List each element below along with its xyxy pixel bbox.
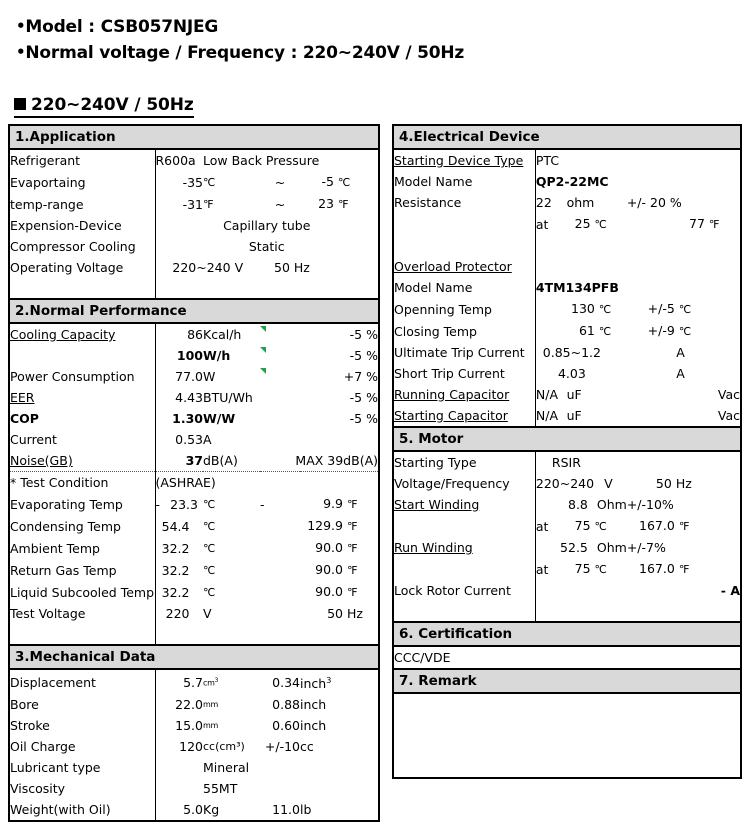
label-oil-charge: Oil Charge <box>10 736 155 757</box>
value-stroke-mm: 15.0 <box>175 718 203 734</box>
unit-evap-min-c: ℃ <box>203 175 216 189</box>
value-liquid-subcooled-temp-f: 90.0 ℉ <box>315 584 358 599</box>
value-expansion-device: Capillary tube <box>223 218 311 233</box>
unit-current: A <box>203 432 212 447</box>
value-resistance-temp-f: 77 ℉ <box>689 216 720 231</box>
label-viscosity: Viscosity <box>10 778 155 799</box>
tolerance-cop: -5 % <box>349 411 378 426</box>
unit-short-trip-current: A <box>676 366 685 381</box>
unit-bore-mm: mm <box>203 700 218 710</box>
section-header-application <box>10 126 378 149</box>
value-starting-capacitor: N/A <box>535 408 559 423</box>
value-overload-model-name: 4TM134PFB <box>535 280 619 295</box>
section-header-motor <box>394 427 740 451</box>
value-lubricant-type: Mineral <box>203 760 250 776</box>
right-panel <box>392 124 742 779</box>
label-cooling-capacity: Cooling Capacity <box>10 323 155 345</box>
value-run-winding-temp-f: 167.0 ℉ <box>639 561 690 576</box>
page-title <box>14 95 194 118</box>
blank-row <box>394 235 740 256</box>
value-start-winding-temp-c: 75 ℃ <box>574 518 607 533</box>
label-starting-capacitor: Starting Capacitor <box>394 405 535 427</box>
section-title-motor: 5. Motor <box>394 427 740 451</box>
value-run-winding: 52.5 Ohm <box>560 540 627 555</box>
unit-return-gas-temp-c: ℃ <box>203 563 216 577</box>
header-line-model <box>16 14 464 40</box>
unit-eer: BTU/Wh <box>203 390 253 405</box>
tolerance-run-winding: +/-7% <box>626 540 666 555</box>
value-return-gas-temp-f: 90.0 ℉ <box>315 562 358 577</box>
unit-cooling-capacity-w: W/h <box>203 348 231 363</box>
left-tables <box>10 126 378 820</box>
label-test-condition: * Test Condition <box>10 472 155 494</box>
value-lock-rotor-current: - A <box>720 583 740 598</box>
label-power-consumption: Power Consumption <box>10 366 155 387</box>
value-eer: 4.43 <box>175 390 203 405</box>
comment-marker-icon <box>260 326 266 332</box>
section-header-performance <box>10 299 378 323</box>
section-title-electrical: 4.Electrical Device <box>394 126 740 149</box>
voltage-label: Normal voltage / Frequency : <box>25 43 298 63</box>
header-line-voltage <box>16 40 464 66</box>
label-short-trip-current: Short Trip Current <box>394 363 535 384</box>
row-evaporating-range-c <box>10 171 378 193</box>
unit-bore-inch: inch <box>300 697 327 713</box>
section-header-mechanical <box>10 645 378 669</box>
row-openning-temp <box>394 298 740 320</box>
row-eer <box>10 387 378 408</box>
unit-displacement-cm3: $cm^3$ <box>203 677 219 688</box>
bullet-glyph: • <box>16 17 26 35</box>
spacer-row <box>10 278 378 299</box>
row-operating-voltage <box>10 257 378 278</box>
label-ambient-temp: Ambient Temp <box>10 537 155 559</box>
value-refrigerant-type: R600a <box>155 153 196 168</box>
value-oil-charge: 120 <box>179 739 203 755</box>
square-bullet-icon <box>14 98 26 110</box>
label-starting-device-type: Starting Device Type <box>394 149 535 171</box>
unit-noise: dB(A) <box>203 450 260 472</box>
value-noise-max: MAX 39dB(A) <box>260 450 378 472</box>
label-evaporating-temp-range: Evaportaing <box>10 171 155 193</box>
row-ultimate-trip-current <box>394 342 740 363</box>
row-start-winding <box>394 494 740 515</box>
model-value: CSB057NJEG <box>100 17 219 37</box>
row-starting-device-type <box>394 149 740 171</box>
spacer-row <box>10 624 378 645</box>
value-power-consumption: 77.0 <box>175 369 203 384</box>
comment-marker-icon <box>260 347 266 353</box>
value-short-trip-current: 4.03 <box>557 366 586 381</box>
value-motor-voltage: 220~240 V <box>535 476 613 491</box>
row-start-model-name <box>394 171 740 192</box>
model-label: Model : <box>25 17 95 37</box>
row-cop <box>10 408 378 429</box>
sign-liquid-subcooled-temp-f <box>260 581 300 603</box>
tolerance-current <box>300 429 378 450</box>
sign-condensing-temp-f <box>260 515 300 537</box>
sign-evaporating-temp-c: - <box>155 496 161 512</box>
value-resistance: 22 <box>535 195 552 210</box>
value-start-winding-temp-f: 167.0 ℉ <box>639 518 690 533</box>
section-title-remark: 7. Remark <box>394 669 740 693</box>
unit-test-voltage: V <box>203 606 212 621</box>
label-expansion-device: Expension-Device <box>10 215 155 236</box>
label-weight: Weight(with Oil) <box>10 799 155 820</box>
value-compressor-cooling: Static <box>248 239 285 254</box>
label-noise: Noise(GB) <box>10 450 155 472</box>
unit-ambient-temp-c: ℃ <box>203 541 216 555</box>
tolerance-resistance: +/- 20 % <box>626 195 682 210</box>
section-title-application: 1.Application <box>10 126 378 149</box>
label-displacement: Displacement <box>10 669 155 694</box>
value-viscosity: 55MT <box>203 781 238 797</box>
label-lock-rotor-current: Lock Rotor Current <box>394 580 535 601</box>
value-oil-charge-tolerance: +/-10 <box>264 739 300 755</box>
value-ultimate-trip-current: 0.85~1.2 <box>542 345 601 360</box>
unit-stroke-mm: mm <box>203 721 218 731</box>
value-evap-min-c: -35 <box>182 174 203 190</box>
label-bore: Bore <box>10 694 155 715</box>
unit-power-consumption: W <box>203 369 216 384</box>
row-stroke <box>10 715 378 736</box>
label-start-model-name: Model Name <box>394 171 535 192</box>
row-cooling-capacity-kcal <box>10 323 378 345</box>
value-evap-min-f: -31 <box>182 196 203 212</box>
value-current: 0.53 <box>175 432 203 447</box>
right-tables <box>394 126 740 777</box>
row-current <box>10 429 378 450</box>
unit-cooling-capacity-kcal: Kcal/h <box>203 327 242 342</box>
value-return-gas-temp-c: 32.2 <box>161 562 190 578</box>
row-resistance-temp <box>394 213 740 235</box>
label-start-winding: Start Winding <box>394 494 535 515</box>
value-start-model-name: QP2-22MC <box>535 174 609 189</box>
unit-evaporating-temp-c: ℃ <box>203 497 216 511</box>
value-run-winding-temp-c: 75 ℃ <box>574 561 607 576</box>
value-starting-device-type: PTC <box>535 153 560 168</box>
label-running-capacitor: Running Capacitor <box>394 384 535 405</box>
section-title-mechanical: 3.Mechanical Data <box>10 645 378 669</box>
row-test-voltage <box>10 603 378 624</box>
note-marker-cell <box>260 345 300 366</box>
label-openning-temp: Openning Temp <box>394 298 535 320</box>
value-displacement-inch3: 0.34 <box>272 674 300 690</box>
document-header <box>16 14 464 66</box>
sign-return-gas-temp-f <box>260 559 300 581</box>
section-header-remark <box>394 669 740 693</box>
row-return-gas-temp <box>10 559 378 581</box>
unit-stroke-inch: inch <box>300 718 327 734</box>
label-cop: COP <box>10 408 155 429</box>
unit-condensing-temp-c: ℃ <box>203 519 216 533</box>
row-cooling-capacity-w <box>10 345 378 366</box>
row-condensing-temp <box>10 515 378 537</box>
row-starting-type <box>394 451 740 473</box>
label-starting-type: Starting Type <box>394 451 535 473</box>
row-run-winding <box>394 537 740 558</box>
label-start-winding-at: at <box>535 518 549 534</box>
label-current: Current <box>10 429 155 450</box>
label-compressor-cooling: Compressor Cooling <box>10 236 155 257</box>
left-panel <box>8 124 380 822</box>
row-oil-charge <box>10 736 378 757</box>
row-expansion-device <box>10 215 378 236</box>
label-refrigerant: Refrigerant <box>10 149 155 171</box>
value-operating-voltage: 220~240 V <box>172 260 244 275</box>
unit-oil-charge: cc(cm³) <box>203 740 245 754</box>
unit-evap-min-f: ℉ <box>203 197 214 211</box>
unit-liquid-subcooled-temp-c: ℃ <box>203 585 216 599</box>
note-marker-cell <box>260 366 300 387</box>
row-weight <box>10 799 378 820</box>
value-certification: CCC/VDE <box>394 650 451 665</box>
section-header-electrical <box>394 126 740 149</box>
row-remark-value <box>394 693 740 777</box>
unit-displacement-inch3: inch$^3$ <box>300 676 332 692</box>
value-closing-temp: 61 ℃ <box>578 323 612 338</box>
row-short-trip-current <box>394 363 740 384</box>
row-running-capacitor <box>394 384 740 405</box>
value-refrigerant-pressure: Low Back Pressure <box>203 153 320 168</box>
tolerance-start-winding: +/-10% <box>626 497 674 512</box>
value-evaporating-temp-f: 9.9 ℉ <box>323 496 358 511</box>
row-power-consumption <box>10 366 378 387</box>
label-operating-voltage: Operating Voltage <box>10 257 155 278</box>
label-evaporating-temp: Evaporating Temp <box>10 493 155 515</box>
unit-oil-charge-tolerance: cc <box>300 739 314 755</box>
row-run-winding-temp <box>394 558 740 580</box>
label-closing-temp: Closing Temp <box>394 320 535 342</box>
row-starting-capacitor <box>394 405 740 427</box>
row-resistance <box>394 192 740 213</box>
row-overload-protector <box>394 256 740 277</box>
label-resistance: Resistance <box>394 192 535 213</box>
value-operating-frequency: 50 Hz <box>274 260 310 275</box>
value-cop: 1.30 <box>172 411 203 426</box>
unit-ultimate-trip-current: A <box>676 345 685 360</box>
unit-resistance: ohm <box>566 195 595 210</box>
section-title-certification: 6. Certification <box>394 622 740 646</box>
value-ambient-temp-f: 90.0 ℉ <box>315 540 358 555</box>
row-voltage-frequency <box>394 473 740 494</box>
row-certification-value <box>394 646 740 669</box>
value-bore-inch: 0.88 <box>272 697 300 713</box>
row-lubricant-type <box>10 757 378 778</box>
value-weight-lb: 11.0 <box>272 802 300 818</box>
value-lubricant-blank <box>155 757 203 778</box>
spacer-row <box>394 601 740 622</box>
value-condensing-temp-c: 54.4 <box>161 518 190 534</box>
row-viscosity <box>10 778 378 799</box>
row-compressor-cooling <box>10 236 378 257</box>
label-condensing-temp: Condensing Temp <box>10 515 155 537</box>
value-evap-max-c: -5 ℃ <box>321 174 351 189</box>
unit-weight-lb: lb <box>300 802 312 818</box>
unit-running-capacitor: uF <box>566 387 582 402</box>
value-displacement-cm3: 5.7 <box>183 674 203 690</box>
row-evaporating-range-f <box>10 193 378 215</box>
sign-ambient-temp-f <box>260 537 300 559</box>
tolerance-eer: -5 % <box>349 390 378 405</box>
tolerance-cooling-capacity-kcal: -5 % <box>349 327 378 342</box>
row-evaporating-temp <box>10 493 378 515</box>
label-run-winding: Run Winding <box>394 537 535 558</box>
value-start-winding: 8.8 Ohm <box>568 497 627 512</box>
row-bore <box>10 694 378 715</box>
value-bore-mm: 22.0 <box>175 697 203 713</box>
label-test-voltage: Test Voltage <box>10 603 155 624</box>
label-voltage-frequency: Voltage/Frequency <box>394 473 535 494</box>
row-liquid-subcooled-temp <box>10 581 378 603</box>
tolerance-cooling-capacity-w: -5 % <box>349 348 378 363</box>
value-starting-type: RSIR <box>551 455 581 470</box>
value-condensing-temp-f: 129.9 ℉ <box>307 518 358 533</box>
voltage-value: 220~240V / 50Hz <box>302 43 465 63</box>
comment-marker-icon <box>260 368 266 374</box>
section-title-performance: 2.Normal Performance <box>10 299 378 323</box>
tilde-separator: ~ <box>274 174 286 190</box>
unit-cop: W/W <box>203 411 236 426</box>
row-test-condition <box>10 472 378 494</box>
row-noise <box>10 450 378 472</box>
value-ambient-temp-c: 32.2 <box>161 540 190 556</box>
value-noise: 37 <box>155 450 203 472</box>
value-motor-frequency: 50 Hz <box>655 476 692 491</box>
voltage-running-capacitor: Vac <box>717 387 740 402</box>
page-title-text: 220~240V / 50Hz <box>31 95 194 115</box>
value-openning-temp: 130 ℃ <box>571 301 612 316</box>
value-weight-kg: 5.0 <box>183 802 203 818</box>
value-cooling-capacity-kcal: 86 <box>187 327 203 342</box>
value-running-capacitor: N/A <box>535 387 559 402</box>
value-remark <box>394 693 740 777</box>
tilde-separator: ~ <box>274 196 286 212</box>
label-overload-model-name: Model Name <box>394 277 535 298</box>
value-resistance-temp-c: 25 ℃ <box>574 216 607 231</box>
section-header-certification <box>394 622 740 646</box>
value-test-condition: (ASHRAE) <box>155 475 216 490</box>
row-overload-model-name <box>394 277 740 298</box>
label-ultimate-trip-current: Ultimate Trip Current <box>394 342 535 363</box>
label-stroke: Stroke <box>10 715 155 736</box>
label-cooling-capacity-w <box>10 345 155 366</box>
label-lubricant-type: Lubricant type <box>10 757 155 778</box>
value-evap-max-f: 23 ℉ <box>318 196 349 211</box>
row-ambient-temp <box>10 537 378 559</box>
label-run-winding-at: at <box>535 561 549 577</box>
note-marker-cell <box>260 323 300 345</box>
value-cooling-capacity-w: 100 <box>176 348 203 363</box>
value-stroke-inch: 0.60 <box>272 718 300 734</box>
label-eer: EER <box>10 387 155 408</box>
value-liquid-subcooled-temp-c: 32.2 <box>161 584 190 600</box>
row-lock-rotor-current <box>394 580 740 601</box>
label-overload-protector: Overload Protector <box>394 256 535 277</box>
tolerance-openning-temp: +/-5 ℃ <box>647 301 692 316</box>
value-viscosity-blank <box>155 778 203 799</box>
value-test-voltage: 220 <box>165 606 190 621</box>
value-test-frequency: 50 Hz <box>327 606 363 621</box>
row-refrigerant <box>10 149 378 171</box>
unit-weight-kg: Kg <box>203 802 220 818</box>
row-displacement <box>10 669 378 694</box>
label-return-gas-temp: Return Gas Temp <box>10 559 155 581</box>
voltage-starting-capacitor: Vac <box>717 408 740 423</box>
sign-evaporating-temp-f: - <box>260 496 265 512</box>
label-resistance-at: at <box>535 216 549 232</box>
row-start-winding-temp <box>394 515 740 537</box>
label-temp-range: temp-range <box>10 193 155 215</box>
value-evaporating-temp-c: - 23.3 <box>155 496 198 512</box>
tolerance-closing-temp: +/-9 ℃ <box>647 323 692 338</box>
tolerance-power-consumption: +7 % <box>343 369 378 384</box>
label-liquid-subcooled-temp: Liquid Subcooled Temp <box>10 581 155 603</box>
bullet-glyph: • <box>16 43 26 61</box>
row-closing-temp <box>394 320 740 342</box>
unit-starting-capacitor: uF <box>566 408 582 423</box>
